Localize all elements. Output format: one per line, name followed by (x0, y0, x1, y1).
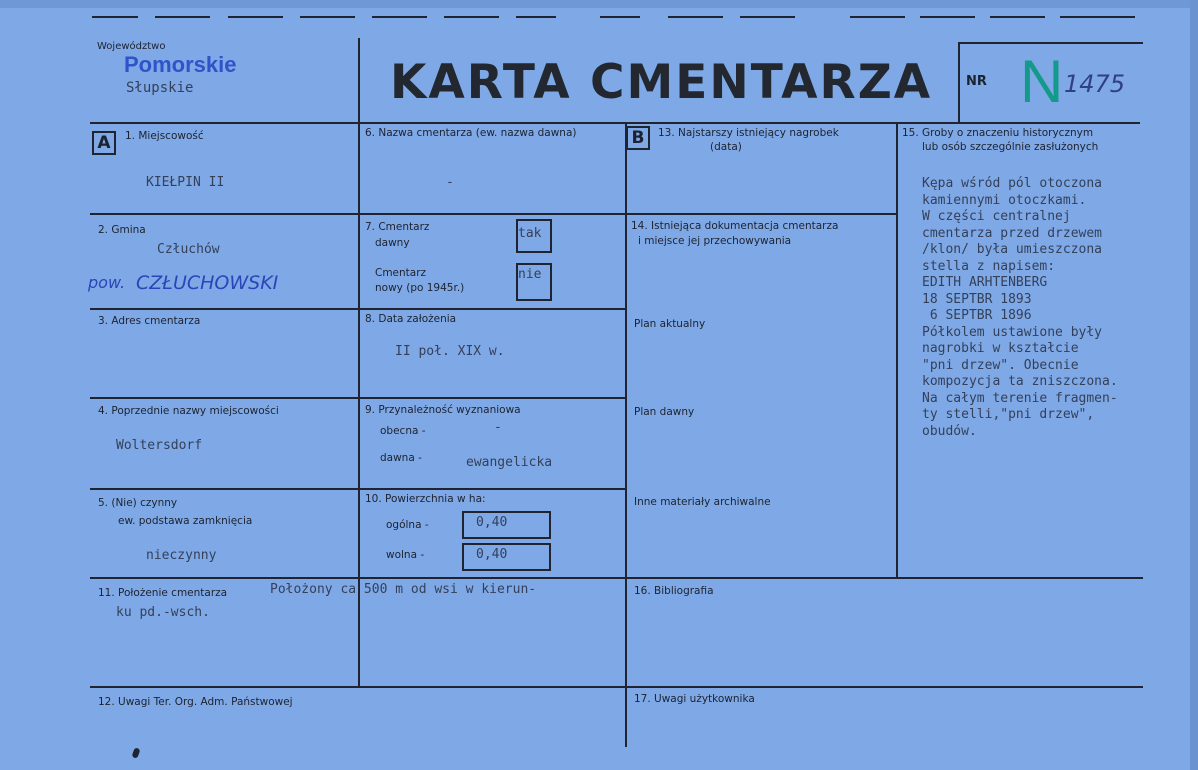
field-7-label: 7. Cmentarz (365, 221, 430, 233)
field-11-line2: ku pd.-wsch. (116, 605, 210, 620)
field-6-label: 6. Nazwa cmentarza (ew. nazwa dawna) (365, 127, 577, 139)
field-15-line: obudów. (922, 423, 977, 439)
field-16-label: 16. Bibliografia (634, 585, 714, 597)
field-15-line: cmentarza przed drzewem (922, 225, 1103, 241)
field-15-line: Na całym terenie fragmen- (922, 390, 1118, 406)
field-10-wolna-label: wolna - (386, 549, 425, 561)
field-2-pow-value: CZŁUCHOWSKI (136, 272, 279, 294)
nr-letter: N (1020, 48, 1064, 115)
field-14-label: 14. Istniejąca dokumentacja cmentarza (631, 220, 839, 232)
row-divider (90, 686, 1143, 688)
top-dash (372, 16, 427, 18)
field-15-line: stella z napisem: (922, 258, 1056, 274)
field-17-label: 17. Uwagi użytkownika (634, 693, 755, 705)
field-1-label: 1. Miejscowość (125, 130, 204, 142)
top-dash (990, 16, 1045, 18)
field-8-value: II poł. XIX w. (395, 344, 505, 359)
column-divider (896, 122, 898, 578)
field-4-label: 4. Poprzednie nazwy miejscowości (98, 405, 279, 417)
card-title: KARTA CMENTARZA (390, 55, 933, 110)
field-15-line: Kępa wśród pól otoczona (922, 176, 1103, 191)
field-5-label: 5. (Nie) czynny (98, 497, 178, 509)
row-divider (90, 213, 896, 215)
ink-mark (131, 747, 140, 758)
field-15-line: kamiennymi otoczkami. (922, 192, 1087, 208)
top-dash (516, 16, 556, 18)
field-2-label: 2. Gmina (98, 224, 146, 236)
field-9-dawna-label: dawna - (380, 452, 422, 464)
top-dash (668, 16, 723, 18)
row-divider (90, 577, 1143, 579)
plan-dawny-label: Plan dawny (634, 406, 695, 418)
field-10-label: 10. Powierzchnia w ha: (365, 493, 486, 505)
field-15-line: EDITH ARHTENBERG (922, 275, 1048, 290)
nr-number: 1475 (1064, 70, 1126, 98)
field-5-value: nieczynny (146, 548, 217, 563)
field-9-obecna-value: - (494, 420, 502, 435)
field-15-line: "pni drzew". Obecnie (922, 357, 1079, 373)
field-6-value: - (446, 175, 454, 190)
top-dash (600, 16, 640, 18)
field-15-line: 18 SEPTBR 1893 (922, 291, 1032, 307)
top-dash (444, 16, 499, 18)
field-10-wolna-value: 0,40 (476, 547, 508, 562)
field-13-label: 13. Najstarszy istniejący nagrobek (658, 127, 839, 139)
field-15-line: /klon/ była umieszczona (922, 242, 1103, 257)
nr-label: NR (966, 74, 987, 89)
field-7-tak: tak (518, 226, 542, 241)
field-15-sublabel: lub osób szczególnie zasłużonych (922, 141, 1099, 153)
wojewodztwo-label: Województwo (97, 41, 166, 52)
field-11-line1: Położony ca 500 m od wsi w kierun- (270, 582, 537, 597)
plan-aktualny-label: Plan aktualny (634, 318, 706, 330)
field-9-label: 9. Przynależność wyznaniowa (365, 404, 521, 416)
field-1-value: KIEŁPIN II (146, 175, 225, 190)
nr-box-top (960, 42, 1143, 44)
card-top-edge (0, 0, 1198, 8)
top-dash (300, 16, 355, 18)
field-7-nowy-label: Cmentarz (375, 267, 427, 279)
field-3-label: 3. Adres cmentarza (98, 315, 201, 327)
inne-materialy-label: Inne materiały archiwalne (634, 496, 771, 508)
slupskie-typed: Słupskie (126, 80, 194, 96)
top-dash (850, 16, 905, 18)
field-15-line: kompozycja ta zniszczona. (922, 374, 1118, 389)
section-a-letter: A (92, 131, 116, 155)
top-dash (92, 16, 138, 18)
field-2-value: Człuchów (157, 242, 220, 257)
field-9-dawna-value: ewangelicka (466, 455, 553, 470)
field-15-line: 6 SEPTBR 1896 (922, 308, 1032, 323)
top-dash (1060, 16, 1135, 18)
column-divider (625, 122, 627, 747)
nr-box-left (958, 42, 960, 123)
section-b-letter: B (626, 126, 650, 150)
pomorskie-stamp: Pomorskie (124, 52, 237, 77)
field-2-pow-prefix: pow. (88, 273, 126, 292)
field-15-line: ty stelli,"pni drzew", (922, 407, 1095, 422)
field-7-nowy-sublabel: nowy (po 1945r.) (375, 282, 465, 294)
field-15-label: 15. Groby o znaczeniu historycznym (902, 127, 1094, 139)
field-8-label: 8. Data założenia (365, 313, 457, 325)
field-14-sublabel: i miejsce jej przechowywania (638, 235, 792, 247)
field-4-value: Woltersdorf (116, 438, 203, 453)
top-dash (228, 16, 283, 18)
field-11-label: 11. Położenie cmentarza (98, 587, 228, 599)
field-9-obecna-label: obecna - (380, 425, 426, 437)
field-15-line: nagrobki w kształcie (922, 341, 1079, 356)
top-dash (155, 16, 210, 18)
row-divider (90, 122, 1140, 124)
field-7-dawny-label: dawny (375, 237, 410, 249)
field-5-sublabel: ew. podstawa zamknięcia (118, 515, 253, 527)
field-12-label: 12. Uwagi Ter. Org. Adm. Państwowej (98, 696, 293, 708)
top-dash (740, 16, 795, 18)
top-dash (920, 16, 975, 18)
field-15-line: W części centralnej (922, 209, 1071, 224)
field-10-ogolna-label: ogólna - (386, 519, 429, 531)
field-15-line: Półkolem ustawione były (922, 324, 1103, 340)
field-13-sublabel: (data) (710, 141, 742, 153)
field-10-ogolna-value: 0,40 (476, 515, 508, 530)
field-7-nie: nie (518, 267, 542, 282)
card-right-edge (1190, 0, 1198, 770)
